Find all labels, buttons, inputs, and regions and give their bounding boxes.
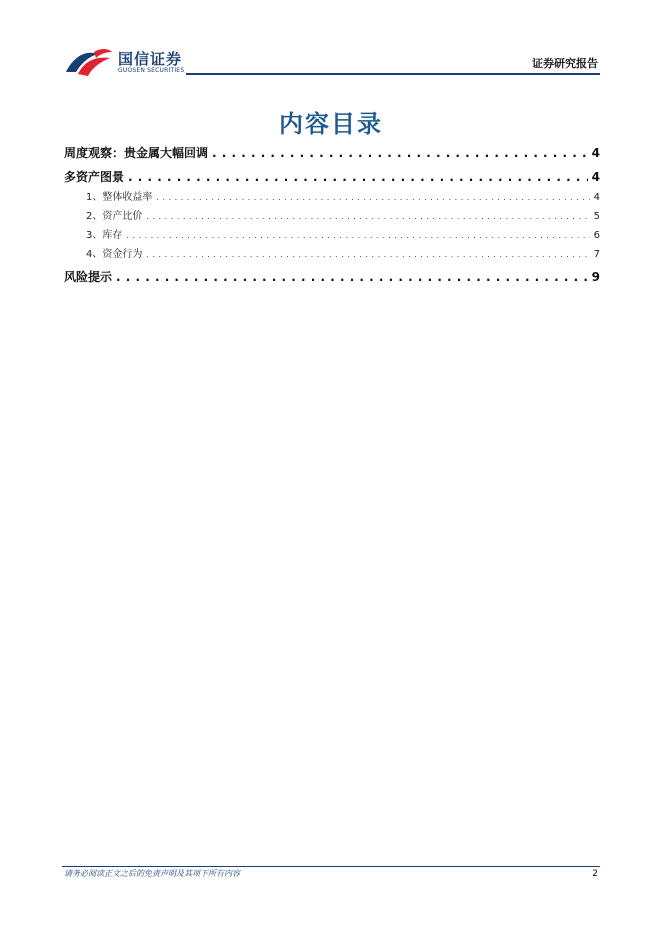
toc-leader-dots xyxy=(116,266,588,288)
toc-entry-risk-warning[interactable] xyxy=(64,266,600,288)
footer-divider xyxy=(62,866,600,867)
toc-entry-multi-asset[interactable] xyxy=(64,166,600,188)
toc-entry-asset-ratios[interactable] xyxy=(64,207,600,226)
toc-entry-fund-behavior[interactable] xyxy=(64,245,600,264)
footer-disclaimer: 请务必阅读正文之后的免责声明及其项下所有内容 xyxy=(64,869,240,878)
logo-text-en: GUOSEN SECURITIES xyxy=(118,67,185,74)
toc-entry-page: 4 xyxy=(591,170,600,184)
table-of-contents xyxy=(64,142,600,288)
toc-entry-label: 周度观察：贵金属大幅回调 xyxy=(64,146,209,160)
toc-entry-label: 1、整体收益率 xyxy=(86,192,153,203)
toc-entry-page: 5 xyxy=(593,211,600,222)
toc-leader-dots xyxy=(156,188,589,207)
toc-leader-dots xyxy=(146,207,589,226)
logo-mark-icon xyxy=(64,46,114,78)
toc-leader-dots xyxy=(146,245,589,264)
toc-entry-page: 6 xyxy=(593,230,600,241)
toc-entry-label: 2、资产比价 xyxy=(86,211,143,222)
guosen-logo xyxy=(64,46,184,78)
page-header xyxy=(0,0,662,80)
toc-leader-dots xyxy=(126,226,589,245)
toc-entry-page: 7 xyxy=(593,249,600,260)
toc-leader-dots xyxy=(212,142,588,164)
toc-title: 内容目录 xyxy=(279,110,383,138)
toc-leader-dots xyxy=(128,166,588,188)
footer-page-number: 2 xyxy=(592,869,598,879)
header-divider xyxy=(186,73,600,75)
toc-entry-overall-returns[interactable] xyxy=(64,188,600,207)
toc-entry-page: 9 xyxy=(591,270,600,284)
toc-entry-weekly-observation[interactable] xyxy=(64,142,600,164)
toc-entry-label: 3、库存 xyxy=(86,230,123,241)
logo-text-cn: 国信证券 xyxy=(118,50,183,68)
toc-entry-page: 4 xyxy=(593,192,600,203)
toc-entry-inventory[interactable] xyxy=(64,226,600,245)
toc-entry-label: 风险提示 xyxy=(64,270,113,284)
toc-entry-label: 4、资金行为 xyxy=(86,249,143,260)
toc-entry-label: 多资产图景 xyxy=(64,170,125,184)
report-type-label: 证券研究报告 xyxy=(532,57,598,70)
toc-entry-page: 4 xyxy=(591,146,600,160)
